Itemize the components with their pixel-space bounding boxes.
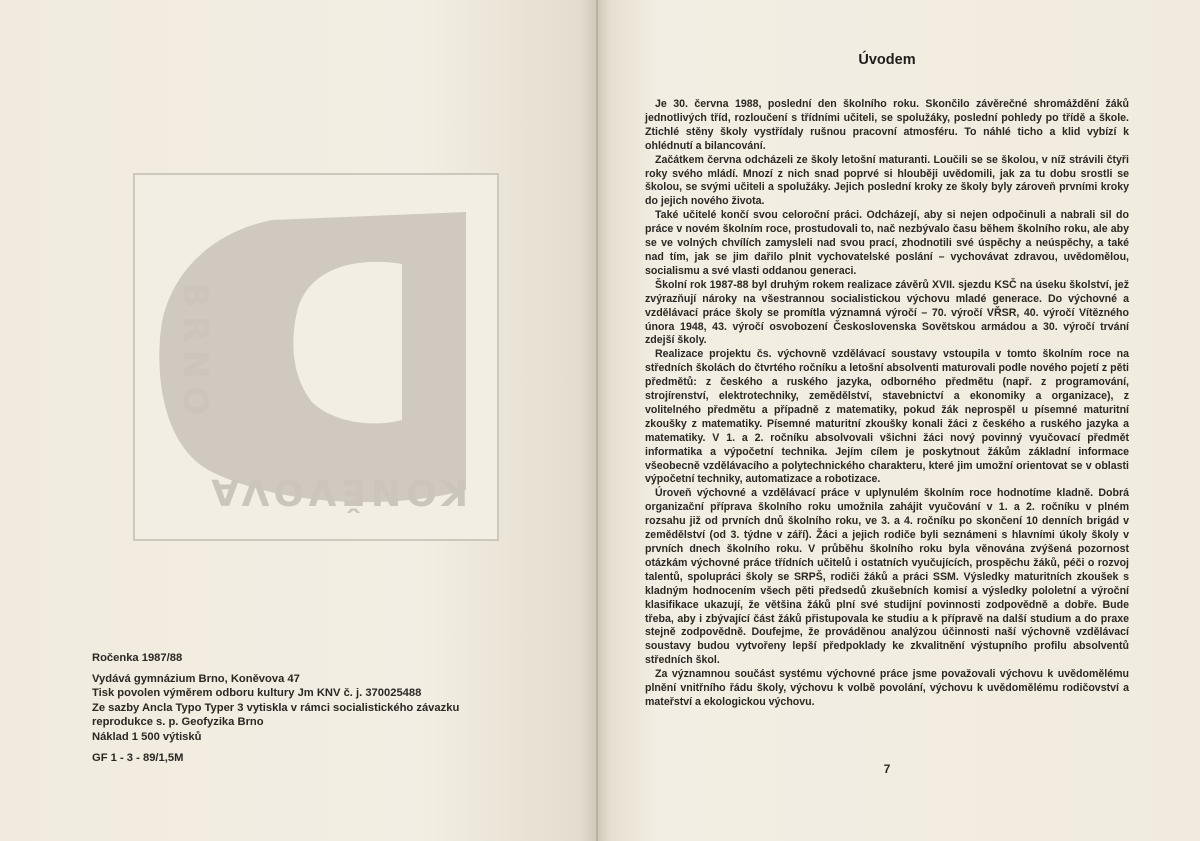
paragraph: Školní rok 1987-88 byl druhým rokem realizace závěrů XVII. sjezdu KSČ na úseku školství, jež zvýrazňují nároky na všestrannou socialistickou výchovu mladé generace. Do výchovné a vzdělávací práce školy se promítla významná výročí – 70. výročí VŘSR, 40. výročí Vítězného února 1948, 43. výročí osvobození Československa Sovětskou armádou a 30. výročí trvání zdejší školy.	[645, 278, 1129, 347]
paragraph: Také učitelé končí svou celoroční práci. Odcházejí, aby si nejen odpočinuli a nabrali sil do práce v novém školním roce, prostudovali to, nač nezbývalo času během školního roku, ale aby se ve volných chvílích zamysleli nad svou prací, zhodnotili své úspěchy a neúspěchy, a také nad tím, jak se jim dařilo plnit vychovatelské poslání – vychovávat zdravou, uvědomělou, socialismu a své vlasti oddanou generaci.	[645, 209, 1129, 277]
page-number: 7	[883, 762, 891, 776]
article-body	[645, 98, 1129, 710]
left-page	[0, 0, 598, 841]
imprint-line: Náklad 1 500 výtisků	[92, 730, 202, 743]
imprint-code: GF 1 - 3 - 89/1,5M	[92, 751, 184, 764]
imprint-line: Tisk povolen výměrem odboru kultury Jm KNV č. j. 370025488	[92, 687, 422, 700]
paragraph: Za významnou součást systému výchovné práce jsme považovali výchovu k uvědomělému plnění vnitřního řádu školy, výchovu k volbě povolání, výchovu k uvědomělému rodičovství a mateřství a ekologickou výchovu.	[645, 668, 1129, 708]
stamp-top-text: BRNO	[175, 282, 215, 424]
paragraph: Realizace projektu čs. výchovně vzdělávací soustavy vstoupila v tomto školním roce na středních školách do čtvrtého ročníku a letošní absolventi maturovali podle nového pojetí z pěti předmětů: z českého a ruského jazyka, odborného předmětu (např. z programování, strojírenství, elektrotechniky, zemědělství, stavebnictví a ekonomiky a organizace), z volitelného předmětu a případně z matematiky, pokud žák neprospěl u písemné maturitní zkoušky z matematiky. Písemné maturitní zkoušky konali žáci z českého a ruského jazyka a matematiky. V 1. a 2. ročníku absolvovali všichni žáci nový povinný vyučovací předmět informatika a výpočetní technika. Jejím cílem je poskytnout žákům základní informace všeobecně vzdělávacího a polytechnického charakteru, které jim umožní orientovat se v oblasti výpočetní techniky, automatizace a robotizace.	[645, 348, 1129, 486]
page-title: Úvodem	[858, 52, 916, 68]
stamp-bottom-text: KONĚVOVA	[206, 471, 468, 512]
imprint-line: Vydává gymnázium Brno, Koněvova 47	[92, 672, 300, 685]
imprint-line: reprodukce s. p. Geofyzika Brno	[92, 716, 264, 729]
imprint	[92, 651, 532, 765]
paragraph: Úroveň výchovné a vzdělávací práce v uplynulém školním roce hodnotíme kladně. Dobrá organizační příprava školního roku umožnila zahájit vyučování v 1. a 2. ročníku v plném rozsahu již od prvních dnů školního roku, ve 3. a 4. ročníku po skončení 10 denních brigád v zemědělství (od 3. týdne v září). Žáci a jejich rodiče byli seznámeni s hlavními úkoly školy v prvních dnech školního roku. V průběhu školního roku byla věnována zvýšená pozornost otázkám výchovné práce třídních učitelů i ostatních vyučujících, prospěchu žáků, péči o rozvoj talentů, spolupráci školy se SRPŠ, rodiči žáků a práci SSM. Výsledky maturitních zkoušek s kladným hodnocením všech pěti předsedů zkušebních komisí a výsledky pololetní a výroční klasifikace ukazují, že většina žáků plní své studijní povinnosti zodpovědně a dobře. Bude třeba, aby i zbývající část žáků přistupovala ke studiu a k přípravě na další studium a do praxe stejně zodpovědně. Doufejme, že prováděnou analýzou účinnosti naší výchovně vzdělávací soustavy budou vytvořeny lepší předpoklady ke zkvalitnění výstupního profilu absolventů středních škol.	[645, 487, 1129, 667]
school-logo-stamp	[132, 172, 500, 542]
imprint-line: Ze sazby Ancla Typo Typer 3 vytiskla v rámci socialistického závazku	[92, 701, 460, 714]
paragraph: Začátkem června odcházeli ze školy letošní maturanti. Loučili se se školou, v níž strávili čtyři roky svého mládí. Mnozí z nich snad poprvé si hlouběji uvědomili, jak za tu dobu srostli se školou, se svými učiteli a spolužáky. Jejich poslední kroky ze školy byly zároveň prvními kroky do jejich nového života.	[645, 153, 1129, 208]
paragraph: Je 30. června 1988, poslední den školního roku. Skončilo závěrečné shromáždění žáků jednotlivých tříd, rozloučení s třídními učiteli, se spolužáky, poslední pohledy po třídě a škole. Ztichlé stěny školy vystřídaly rušnou pracovní atmosféru. To náhlé ticho a klid vybízí k ohlédnutí a bilancování.	[645, 98, 1129, 152]
imprint-year: Ročenka 1987/88	[92, 652, 183, 664]
